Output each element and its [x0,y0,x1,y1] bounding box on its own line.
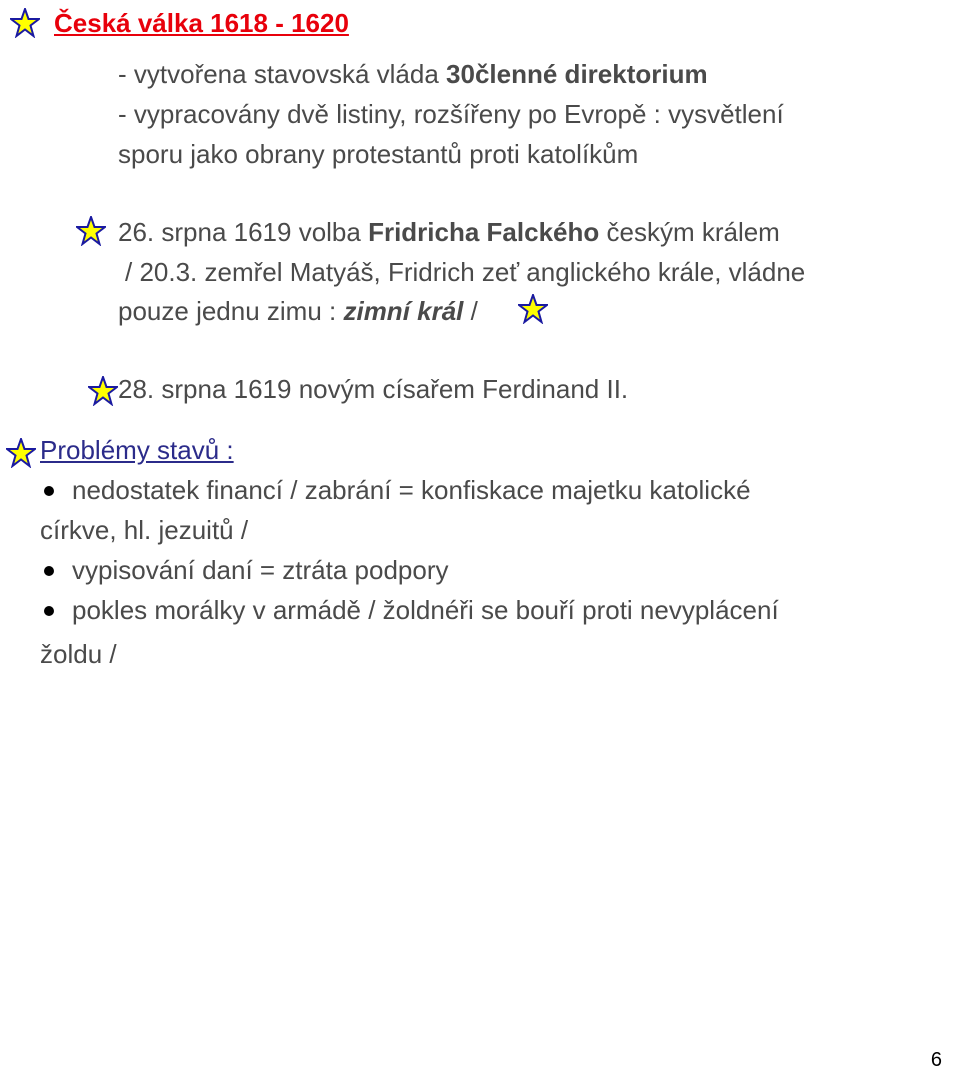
zimni-kral: zimní král [343,296,464,326]
star-icon [88,376,118,406]
bullet-dot [44,566,54,576]
bullet-dot [44,486,54,496]
intro-line-1-text: - vytvořena stavovská vláda [118,59,447,89]
star-icon [6,438,36,468]
intro-line-2: - vypracovány dvě listiny, rozšířeny po Evropě : vysvětlení [118,99,784,129]
bullet-dot [44,606,54,616]
event-1-line-1 [118,219,780,245]
event-2-line: 28. srpna 1619 novým císařem Ferdinand II. [118,374,629,404]
event-1-line-3-text: pouze jednu zimu : [118,296,344,326]
star-icon [10,8,40,38]
page-title: Česká válka 1618 - 1620 [54,8,349,38]
intro-line-3: sporu jako obrany protestantů proti katolíkům [118,139,639,169]
page-number: 6 [930,1049,942,1071]
event-1-line-2: / 20.3. zemřel Matyáš, Fridrich zeť anglického krále, vládne [125,257,806,287]
event-1-line-3 [118,298,478,324]
event-1-line-3-post: / [463,296,478,326]
problem-item-2-line-1: vypisování daní = ztráta podpory [72,555,449,585]
problem-item-1-line-1: nedostatek financí / zabrání = konfiskace majetku katolické [72,475,751,505]
intro-line-1 [118,61,708,87]
event-1-bold: Fridricha Falckého [368,217,600,247]
event-1-post: českým králem [599,217,780,247]
problem-item-3-line-1: pokles morálky v armádě / žoldnéři se bouří proti nevyplácení [72,595,779,625]
intro-line-1-bold: 30členné direktorium [446,59,708,89]
star-icon [76,216,106,246]
problem-item-1-line-2: církve, hl. jezuitů / [40,515,249,545]
problems-heading: Problémy stavů : [40,435,234,465]
star-icon [518,294,548,324]
problem-item-3-line-2: žoldu / [40,639,117,669]
event-1-text: 26. srpna 1619 volba [118,217,369,247]
